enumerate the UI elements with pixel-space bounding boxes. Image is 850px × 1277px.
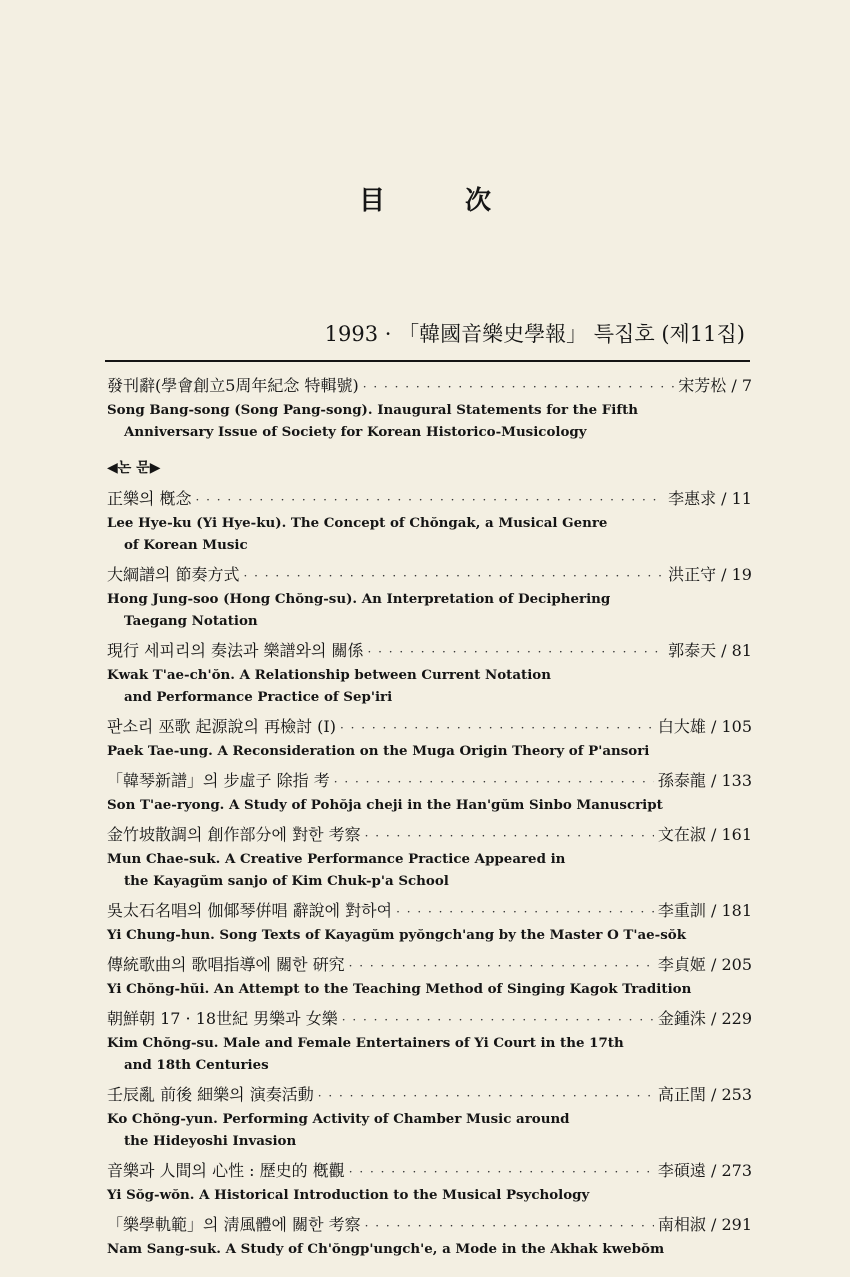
author-page: 洪正守 / 19 [668,565,752,584]
toc-entry [107,769,752,816]
leader-dots [244,564,665,588]
korean-title: 傳統歌曲의 歌唱指導에 關한 硏究 [107,955,345,974]
author-page: 白大雄 / 105 [657,717,752,736]
toc-row [107,1159,752,1184]
toc-row [107,487,752,512]
toc-row [107,1083,752,1108]
author-page: 南相淑 / 291 [657,1215,752,1234]
toc-row [107,953,752,978]
toc-row [107,1213,752,1238]
english-title-cont: the Kayagŭm sanjo of Kim Chuk-p'a School [124,873,449,889]
korean-title: 「樂學軌範」의 淸風體에 關한 考察 [107,1215,361,1234]
korean-title: 吳太石名唱의 伽倻琴倂唱 辭說에 對하여 [107,901,393,920]
author-page: 李重訓 / 181 [657,901,752,920]
english-title: Song Bang-song (Song Pang-song). Inaugural Statements for the Fifth [107,402,639,418]
english-title: Son T'ae-ryong. A Study of Pohŏja cheji in the Han'gŭm Sinbo Manuscript [107,797,663,813]
toc-row [107,374,752,399]
english-title-cont: the Hideyoshi Invasion [124,1133,297,1149]
author-page: 郭泰天 / 81 [668,641,752,660]
english-title: Nam Sang-suk. A Study of Ch'ŏngp'ungch'e, a Mode in the Akhak kwebŏm [107,1241,665,1257]
korean-title: 音樂과 人間의 心性 : 歷史的 槪觀 [107,1161,345,1180]
toc-entry [107,715,752,762]
english-title: Paek Tae-ung. A Reconsideration on the Muga Origin Theory of P'ansori [107,743,650,759]
toc-row [107,563,752,588]
author-page: 李貞姬 / 205 [657,955,752,974]
english-title: Kwak T'ae-ch'ŏn. A Relationship between Current Notation [107,667,551,683]
leader-dots [334,770,654,794]
english-title-cont: and 18th Centuries [124,1057,269,1073]
leader-dots [318,1084,654,1108]
toc-entry [107,1007,752,1076]
title-char-2: 次 [465,186,492,216]
english-title: Kim Chŏng-su. Male and Female Entertainers of Yi Court in the 17th [107,1035,624,1051]
leader-dots [363,375,674,399]
english-title-cont: Anniversary Issue of Society for Korean Historico-Musicology [124,424,587,440]
toc-entry [107,639,752,708]
english-title: Yi Chung-hun. Song Texts of Kayagŭm pyŏngch'ang by the Master O T'ae-sŏk [107,927,686,943]
author-page: 李惠求 / 11 [668,489,752,508]
author-page: 文在淑 / 161 [657,825,752,844]
korean-title: 金竹坡散調의 創作部分에 對한 考察 [107,825,361,844]
toc-row [107,823,752,848]
toc-entry [107,1159,752,1206]
title-char-1: 目 [358,186,385,216]
leader-dots [349,1160,654,1184]
author-page: 李碩遠 / 273 [657,1161,752,1180]
korean-title: 朝鮮朝 17 · 18世紀 男樂과 女樂 [107,1009,338,1028]
leader-dots [365,824,654,848]
toc-entry [107,899,752,946]
author-page: 高正閏 / 253 [657,1085,752,1104]
issue-heading: 1993 · 「韓國音樂史學報」 특집호 (제11집) [324,322,745,346]
toc-row [107,715,752,740]
leader-dots [368,640,665,664]
toc-entries [107,487,752,1260]
korean-title: 現行 세피리의 奏法과 樂譜와의 關係 [107,641,364,660]
english-title: Mun Chae-suk. A Creative Performance Practice Appeared in [107,851,566,867]
toc-entry [107,953,752,1000]
korean-title: 판소리 巫歌 起源說의 再檢討 (I) [107,717,336,736]
toc-row [107,639,752,664]
toc-entry [107,1083,752,1152]
section-label: ◀논 문▶ [107,460,161,476]
table-of-contents [107,374,752,1267]
author-page: 宋芳松 / 7 [678,376,752,395]
korean-title: 「韓琴新譜」의 步虛子 除指 考 [107,771,330,790]
toc-entry [107,563,752,632]
leader-dots [342,1008,654,1032]
toc-row [107,899,752,924]
page-title [0,180,850,217]
korean-title: 大綱譜의 節奏方式 [107,565,240,584]
author-page: 金鍾洙 / 229 [657,1009,752,1028]
korean-title: 壬辰亂 前後 細樂의 演奏活動 [107,1085,314,1104]
toc-entry [107,1213,752,1260]
english-title-cont: Taegang Notation [124,613,258,629]
english-title: Ko Chŏng-yun. Performing Activity of Chamber Music around [107,1111,570,1127]
leader-dots [365,1214,654,1238]
toc-entry [107,823,752,892]
english-title: Yi Sŏg-wŏn. A Historical Introduction to the Musical Psychology [107,1187,590,1203]
leader-dots [196,488,665,512]
toc-entry [107,487,752,556]
toc-entry-preface [107,374,752,443]
heading-rule [105,360,750,362]
english-title-cont: of Korean Music [124,537,248,553]
english-title: Lee Hye-ku (Yi Hye-ku). The Concept of Chŏngak, a Musical Genre [107,515,608,531]
leader-dots [396,900,654,924]
leader-dots [349,954,654,978]
korean-title: 發刊辭(學會創立5周年紀念 特輯號) [107,376,359,395]
leader-dots [340,716,654,740]
english-title-cont: and Performance Practice of Sep'iri [124,689,393,705]
toc-row [107,769,752,794]
author-page: 孫泰龍 / 133 [657,771,752,790]
english-title: Yi Chŏng-hŭi. An Attempt to the Teaching Method of Singing Kagok Tradition [107,981,692,997]
english-title: Hong Jung-soo (Hong Chŏng-su). An Interpretation of Deciphering [107,591,611,607]
korean-title: 正樂의 槪念 [107,489,192,508]
toc-row [107,1007,752,1032]
